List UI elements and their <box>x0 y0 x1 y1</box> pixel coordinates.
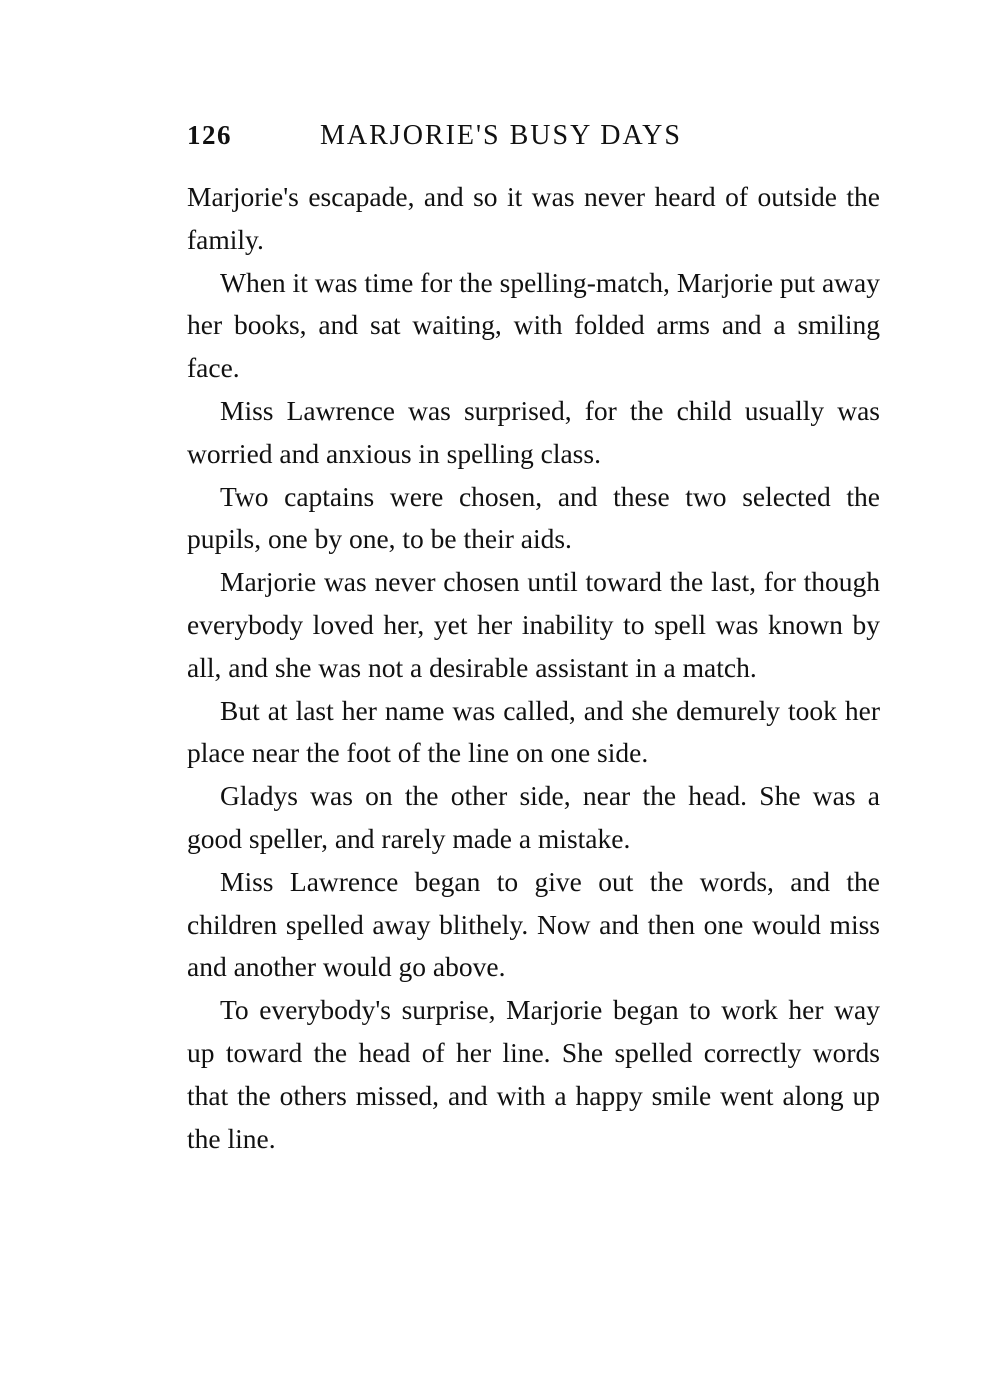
running-head <box>187 112 880 160</box>
paragraph-name-called: But at last her name was called, and she demurely took her place near the foot of the line on one side. <box>187 694 880 769</box>
paragraph-gladys: Gladys was on the other side, near the head. She was a good speller, and rarely made a mistake. <box>187 780 880 854</box>
paragraph-captains: Two captains were chosen, and these two selected the pupils, one by one, to be their aids. <box>187 480 880 555</box>
paragraph-continuation: Marjorie's escapade, and so it was never heard of outside the family. <box>187 181 880 255</box>
paragraph-surprise: To everybody's surprise, Marjorie began to work her way up toward the head of her line. She spelled correctly words that the others missed, and with a happy smile went along up the line. <box>187 994 880 1154</box>
paragraph-miss-lawrence-surprised: Miss Lawrence was surprised, for the child usually was worried and anxious in spelling class. <box>187 394 880 469</box>
body-text <box>187 176 880 1160</box>
book-title: MARJORIE'S BUSY DAYS <box>320 120 682 151</box>
paragraph-spelling-match: When it was time for the spelling-match, Marjorie put away her books, and sat waiting, with folded arms and a smiling face. <box>187 266 880 384</box>
page-number: 126 <box>187 120 232 150</box>
paragraph-never-chosen: Marjorie was never chosen until toward the last, for though everybody loved her, yet her inability to spell was known by all, and she was not a desirable assistant in a match. <box>187 566 880 683</box>
book-page <box>187 112 880 1160</box>
paragraph-give-out-words: Miss Lawrence began to give out the words, and the children spelled away blithely. Now and then one would miss and another would go above. <box>187 865 880 983</box>
